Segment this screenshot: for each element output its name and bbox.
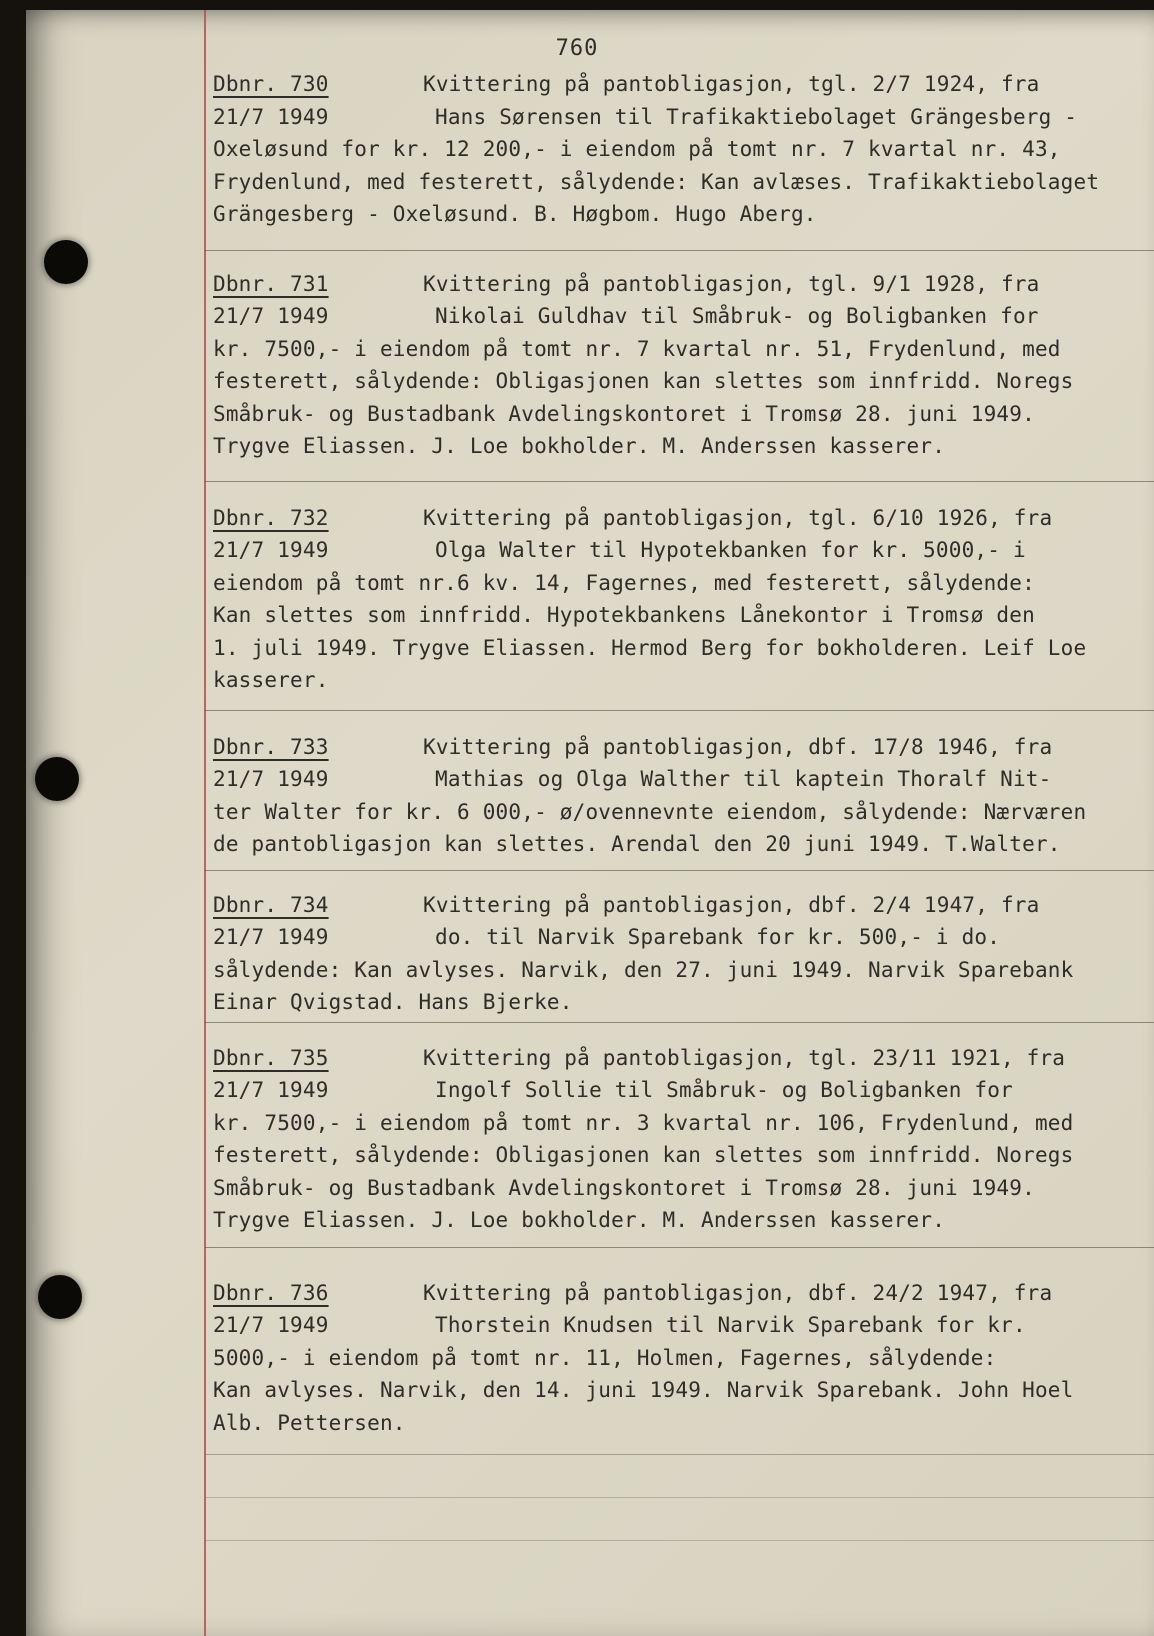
- entry-line: Småbruk- og Bustadbank Avdelingskontoret i Tromsø 28. juni 1949.: [213, 401, 1035, 426]
- entry-line: Kvittering på pantobligasjon, tgl. 2/7 1924, fra: [423, 72, 1040, 96]
- entry-head-row: [205, 1309, 1154, 1342]
- entry-dbnr: Dbnr. 730: [213, 72, 329, 96]
- entry-line: Trygve Eliassen. J. Loe bokholder. M. Anderssen kasserer.: [213, 1208, 946, 1232]
- entry-head-row: [205, 1277, 1154, 1310]
- entry-line: Småbruk- og Bustadbank Avdelingskontoret i Tromsø 28. juni 1949.: [213, 1175, 1035, 1200]
- entry-line: Olga Walter til Hypotekbanken for kr. 5000,- i: [435, 538, 1026, 562]
- entry-line: festerett, sålydende: Obligasjonen kan slettes som innfridd. Noregs: [213, 1143, 1074, 1167]
- entry-line: do. til Narvik Sparebank for kr. 500,- i do.: [435, 925, 1001, 949]
- entry-dbnr: Dbnr. 735: [213, 1045, 329, 1070]
- entry-line: Hans Sørensen til Trafikaktiebolaget Grängesberg -: [435, 104, 1078, 129]
- entry-line: ter Walter for kr. 6 000,- ø/ovennevnte eiendom, sålydende: Nærværen: [213, 799, 1087, 824]
- register-entries: [205, 10, 1154, 1455]
- entry-line: 1. juli 1949. Trygve Eliassen. Hermod Berg for bokholderen. Leif Loe: [213, 635, 1087, 660]
- entry-line: Kvittering på pantobligasjon, dbf. 24/2 1947, fra: [423, 1280, 1053, 1305]
- entry-line: Trygve Eliassen. J. Loe bokholder. M. Anderssen kasserer.: [213, 434, 946, 458]
- entry-line: Oxeløsund for kr. 12 200,- i eiendom på tomt nr. 7 kvartal nr. 43,: [213, 137, 1061, 161]
- entry-date: 21/7 1949: [213, 538, 329, 562]
- entry-date: 21/7 1949: [213, 767, 329, 791]
- entry-head-row: [205, 534, 1154, 567]
- register-entry: [205, 1023, 1154, 1248]
- register-entry: [205, 1248, 1154, 1456]
- ruled-line: [205, 1497, 1154, 1498]
- entry-dbnr: Dbnr. 732: [213, 505, 329, 530]
- register-entry: [205, 711, 1154, 871]
- entry-line: Nikolai Guldhav til Småbruk- og Boligbanken for: [435, 304, 1039, 328]
- entry-line: Thorstein Knudsen til Narvik Sparebank for kr.: [435, 1313, 1026, 1337]
- entry-head-row: [205, 268, 1154, 301]
- entry-head-row: [205, 68, 1154, 101]
- entry-date: 21/7 1949: [213, 304, 329, 328]
- entry-line: kr. 7500,- i eiendom på tomt nr. 3 kvartal nr. 106, Frydenlund, med: [213, 1110, 1074, 1135]
- register-entry: [205, 251, 1154, 482]
- entry-dbnr: Dbnr. 734: [213, 892, 329, 917]
- entry-head-row: [205, 1074, 1154, 1107]
- entry-line: Mathias og Olga Walther til kaptein Thoralf Nit-: [435, 767, 1052, 791]
- register-entry: [205, 871, 1154, 1023]
- ruled-line: [205, 1540, 1154, 1541]
- entry-line: Ingolf Sollie til Småbruk- og Boligbanken for: [435, 1078, 1013, 1102]
- entry-line: eiendom på tomt nr.6 kv. 14, Fagernes, med festerett, sålydende:: [213, 570, 1035, 595]
- entry-line: Frydenlund, med festerett, sålydende: Kan avlæses. Trafikaktiebolaget: [213, 169, 1100, 194]
- entry-line: Kvittering på pantobligasjon, dbf. 2/4 1947, fra: [423, 892, 1040, 917]
- entry-date: 21/7 1949: [213, 925, 329, 949]
- entry-head-row: [205, 502, 1154, 535]
- punch-hole: [38, 1275, 82, 1319]
- entry-line: sålydende: Kan avlyses. Narvik, den 27. juni 1949. Narvik Sparebank: [213, 957, 1074, 982]
- entry-line: Kan slettes som innfridd. Hypotekbankens Lånekontor i Tromsø den: [213, 603, 1035, 627]
- entry-line: kr. 7500,- i eiendom på tomt nr. 7 kvartal nr. 51, Frydenlund, med: [213, 336, 1061, 361]
- entry-head-row: [205, 101, 1154, 134]
- entry-line: festerett, sålydende: Obligasjonen kan slettes som innfridd. Noregs: [213, 369, 1074, 393]
- entry-dbnr: Dbnr. 733: [213, 734, 329, 759]
- punch-hole: [35, 757, 79, 801]
- entry-head-row: [205, 763, 1154, 796]
- page-number: 760: [555, 36, 599, 61]
- punch-hole: [44, 240, 88, 284]
- entry-line: Grängesberg - Oxeløsund. B. Høgbom. Hugo Aberg.: [213, 202, 817, 226]
- entry-line: Einar Qvigstad. Hans Bjerke.: [213, 990, 573, 1014]
- register-entry: [205, 482, 1154, 711]
- entry-line: Kvittering på pantobligasjon, tgl. 23/11 1921, fra: [423, 1045, 1066, 1070]
- entry-line: kasserer.: [213, 668, 329, 692]
- entry-line: de pantobligasjon kan slettes. Arendal den 20 juni 1949. T.Walter.: [213, 832, 1061, 856]
- entry-head-row: [205, 889, 1154, 922]
- entry-line: Kvittering på pantobligasjon, tgl. 6/10 1926, fra: [423, 505, 1053, 530]
- entry-dbnr: Dbnr. 731: [213, 271, 329, 296]
- entry-date: 21/7 1949: [213, 104, 329, 129]
- entry-line: 5000,- i eiendom på tomt nr. 11, Holmen, Fagernes, sålydende:: [213, 1345, 997, 1370]
- entry-head-row: [205, 1042, 1154, 1075]
- entry-head-row: [205, 731, 1154, 764]
- entry-line: Kvittering på pantobligasjon, tgl. 9/1 1928, fra: [423, 271, 1040, 296]
- entry-line: Kvittering på pantobligasjon, dbf. 17/8 1946, fra: [423, 734, 1053, 759]
- entry-date: 21/7 1949: [213, 1313, 329, 1337]
- entry-dbnr: Dbnr. 736: [213, 1280, 329, 1305]
- entry-head-row: [205, 921, 1154, 954]
- register-entry: [205, 68, 1154, 251]
- entry-line: Kan avlyses. Narvik, den 14. juni 1949. Narvik Sparebank. John Hoel: [213, 1378, 1074, 1402]
- entry-date: 21/7 1949: [213, 1078, 329, 1102]
- entry-line: Alb. Pettersen.: [213, 1410, 406, 1435]
- entry-head-row: [205, 300, 1154, 333]
